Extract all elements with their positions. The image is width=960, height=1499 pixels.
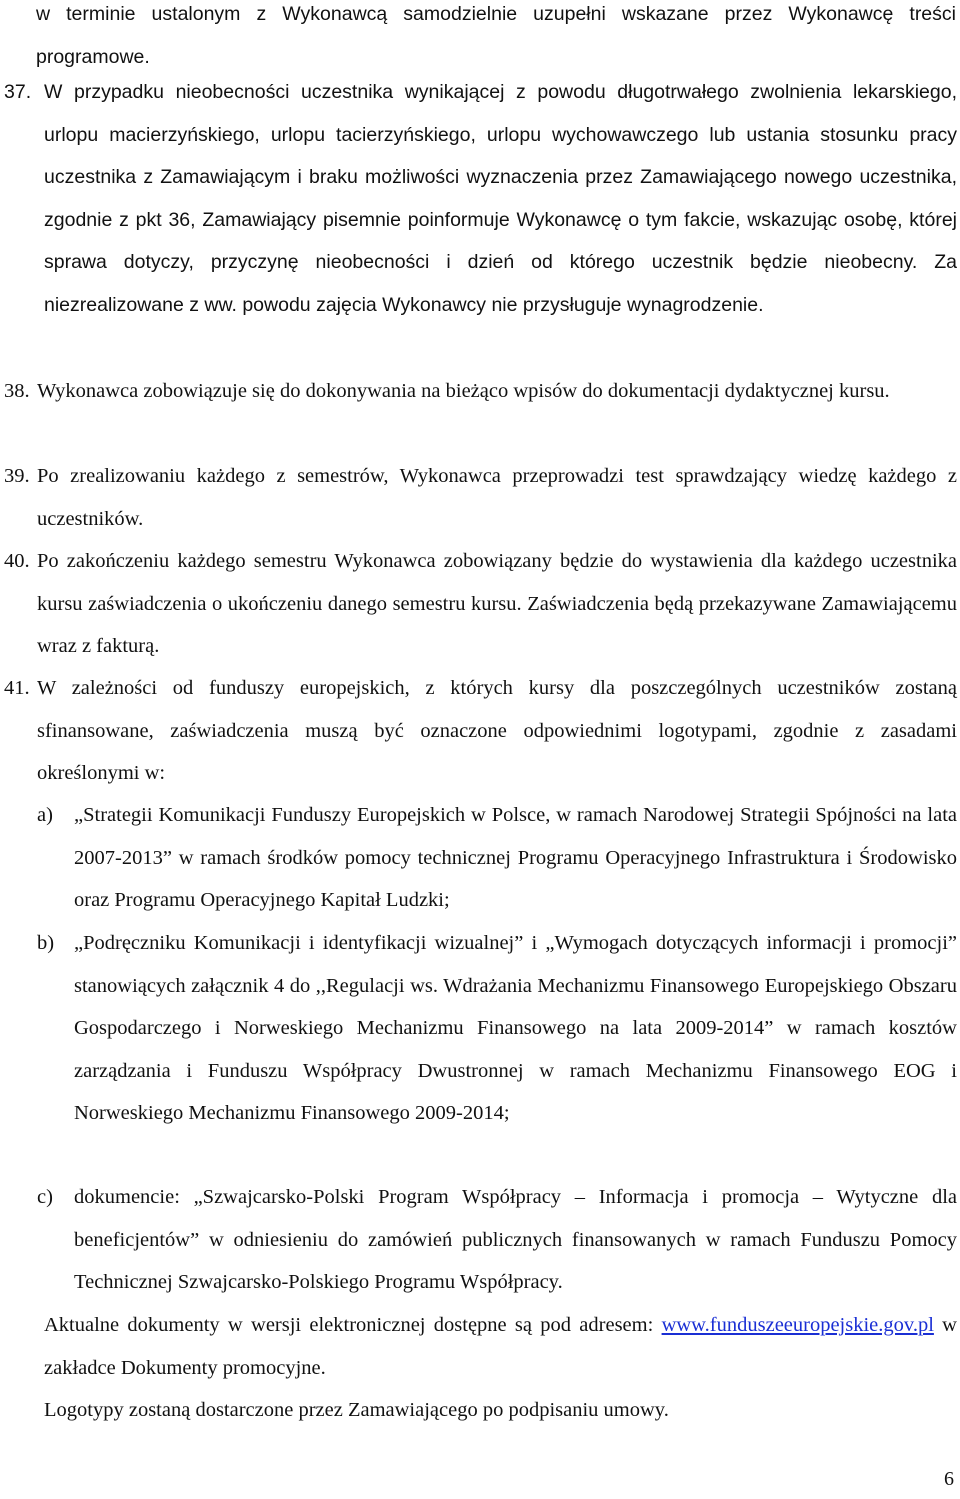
page-number: 6 [944, 1468, 954, 1490]
item-40-paragraph: Po zakończeniu każdego semestru Wykonawca zobowiązany będzie do wystawienia dla każdego uczestnika kursu zaświadczenia o ukończeniu danego semestru kursu. Zaświadczenia będą przekazywane Zamawiającemu wraz z fakturą. [37, 550, 957, 657]
item-number: 39. [4, 465, 30, 487]
item-number: 37. [4, 81, 32, 103]
subitem-letter: c) [37, 1186, 53, 1208]
item-41-paragraph: W zależności od funduszy europejskich, z których kursy dla poszczególnych uczestników zostaną sfinansowane, zaświadczenia muszą być oznaczone odpowiednimi logotypami, zgodnie z zasadami określonymi w: [37, 677, 957, 784]
subitem-letter: a) [37, 804, 53, 826]
documents-paragraph [44, 1304, 957, 1389]
item-37-paragraph: W przypadku nieobecności uczestnika wynikającej z powodu długotrwałego zwolnienia lekarskiego, urlopu macierzyńskiego, urlopu tacierzyńskiego, urlopu wychowawczego lub ustania stosunku pracy uczestnika z Zamawiającym i braku możliwości wyznaczenia przez Zamawiającego nowego uczestnika, zgodnie z pkt 36, Zamawiający pisemnie poinformuje Wykonawcę o tym fakcie, wskazując osobę, której sprawa dotyczy, przyczynę nieobecności i dzień od którego uczestnik będzie nieobecny. Za niezrealizowane z ww. powodu zajęcia Wykonawcy nie przysługuje wynagrodzenie. [44, 81, 957, 316]
funds-website-link[interactable]: www.funduszeeuropejskie.gov.pl [661, 1314, 934, 1336]
intro-paragraph: w terminie ustalonym z Wykonawcą samodzielnie uzupełni wskazane przez Wykonawcę treści programowe. [36, 3, 956, 68]
subitem-a-paragraph: „Strategii Komunikacji Funduszy Europejskich w Polsce, w ramach Narodowej Strategii Spójności na lata 2007-2013” w ramach środków pomocy technicznej Programu Operacyjnego Infrastruktura i Środowisko oraz Programu Operacyjnego Kapitał Ludzki; [74, 804, 957, 911]
item-number: 38. [4, 380, 30, 402]
item-39-paragraph: Po zrealizowaniu każdego z semestrów, Wykonawca przeprowadzi test sprawdzający wiedzę każdego z uczestników. [37, 465, 957, 530]
subitem-c-paragraph: dokumencie: „Szwajcarsko-Polski Program Współpracy – Informacja i promocja – Wytyczne dla beneficjentów” w odniesieniu do zamówień publicznych finansowanych w ramach Funduszu Pomocy Technicznej Szwajcarsko-Polskiego Programu Współpracy. [74, 1186, 957, 1293]
logos-paragraph: Logotypy zostaną dostarczone przez Zamawiającego po podpisaniu umowy. [44, 1399, 669, 1421]
subitem-letter: b) [37, 932, 55, 954]
item-number: 41. [4, 677, 30, 699]
documents-tab-text: w zakładce Dokumenty promocyjne. [44, 1314, 957, 1379]
subitem-b-paragraph: „Podręczniku Komunikacji i identyfikacji wizualnej” i „Wymogach dotyczących informacji i promocji” stanowiących załącznik 4 do ,,Regulacji ws. Wdrażania Mechanizmu Finansowego Europejskiego Obszaru Gospodarczego i Norweskiego Mechanizmu Finansowego na lata 2009-2014” w ramach kosztów zarządzania i Funduszu Współpracy Dwustronnej w ramach Mechanizmu Finansowego EOG i Norweskiego Mechanizmu Finansowego 2009-2014; [74, 932, 957, 1124]
item-number: 40. [4, 550, 30, 572]
item-38-paragraph: Wykonawca zobowiązuje się do dokonywania na bieżąco wpisów do dokumentacji dydaktycznej kursu. [37, 380, 890, 402]
documents-text: Aktualne dokumenty w wersji elektronicznej dostępne są pod adresem: [44, 1314, 654, 1336]
